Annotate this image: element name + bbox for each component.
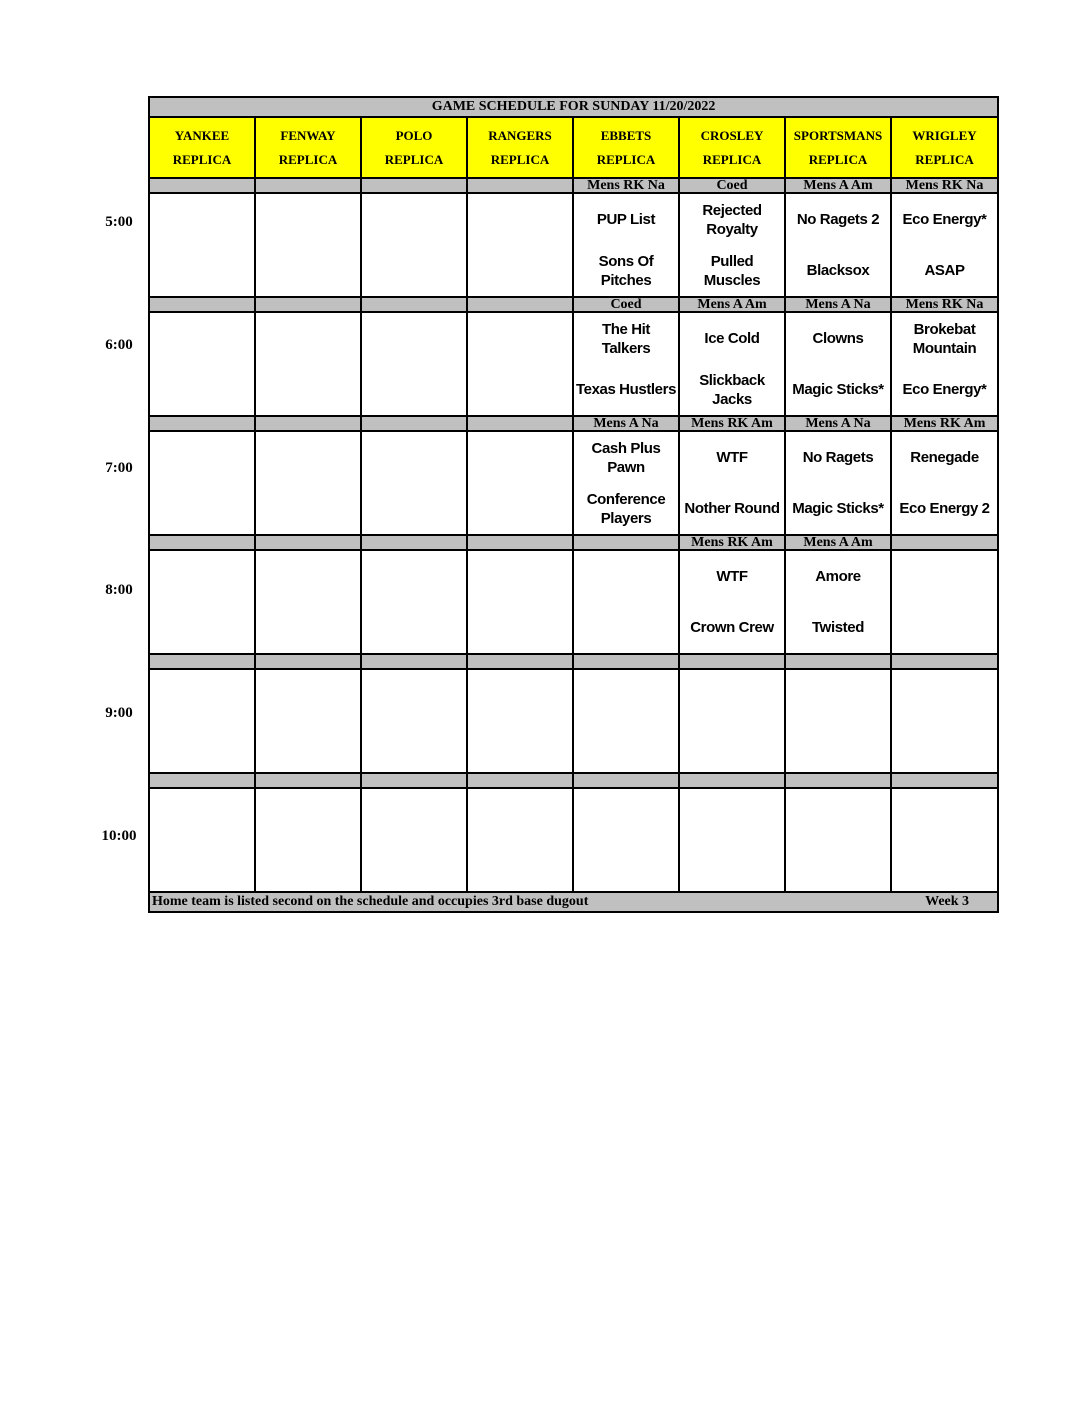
home-team: [786, 721, 890, 772]
game-cell: [573, 193, 679, 297]
away-team: [680, 670, 784, 721]
footer-row: [149, 892, 998, 912]
game-cell: [785, 431, 891, 535]
away-team: [468, 194, 572, 245]
game-cell: [149, 788, 255, 892]
away-team: [362, 432, 466, 483]
away-team: The Hit Talkers: [601, 320, 651, 357]
away-team: [256, 670, 360, 721]
away-team: [256, 789, 360, 840]
field-name: EBBETS: [600, 127, 652, 143]
home-team: Magic Sticks*: [792, 381, 884, 398]
game-cell: [679, 312, 785, 416]
division-label: [679, 654, 785, 669]
home-team: [150, 840, 254, 891]
footer-note: Home team is listed second on the schedule and occupies 3rd base dugout: [152, 894, 589, 909]
game-cell: [255, 550, 361, 654]
division-label: Coed: [679, 178, 785, 193]
away-team: Eco Energy*: [902, 211, 987, 228]
game-cell: [573, 312, 679, 416]
game-cell: [679, 193, 785, 297]
division-label: [891, 535, 998, 550]
time-label: 6:00: [105, 337, 133, 353]
away-team: PUP List: [596, 211, 656, 228]
game-cell: [891, 788, 998, 892]
division-row: [149, 773, 998, 788]
game-cell: [467, 193, 573, 297]
game-cell: [361, 669, 467, 773]
field-name: CROSLEY: [700, 127, 764, 143]
home-team: Crown Crew: [690, 619, 774, 636]
game-cell: [255, 431, 361, 535]
home-team: [468, 245, 572, 296]
away-team: [680, 789, 784, 840]
game-cell: [255, 788, 361, 892]
division-label: [361, 178, 467, 193]
away-team: [256, 313, 360, 364]
home-team: [362, 483, 466, 534]
away-team: [786, 789, 890, 840]
away-team: Clowns: [812, 330, 864, 347]
home-team: Pulled Muscles: [703, 252, 761, 289]
away-team: [574, 551, 678, 602]
away-team: [892, 670, 997, 721]
division-label: [361, 654, 467, 669]
away-team: No Ragets 2: [796, 211, 880, 228]
field-name: YANKEE: [174, 127, 230, 143]
away-team: [362, 313, 466, 364]
game-cell: [149, 431, 255, 535]
home-team: [362, 721, 466, 772]
game-cell: [785, 193, 891, 297]
division-label: [255, 416, 361, 431]
division-label: [467, 773, 573, 788]
division-label: [467, 297, 573, 312]
game-cell: [255, 312, 361, 416]
division-label: Mens A Na: [785, 297, 891, 312]
game-cell: [573, 669, 679, 773]
away-team: [150, 551, 254, 602]
division-label: [573, 535, 679, 550]
field-name: SPORTSMANS: [793, 127, 883, 143]
away-team: [256, 432, 360, 483]
home-team: [574, 721, 678, 772]
division-label: [149, 773, 255, 788]
division-label: [785, 773, 891, 788]
home-team: ASAP: [924, 262, 965, 279]
division-label: [255, 535, 361, 550]
game-row: [149, 669, 998, 773]
field-name: RANGERS: [488, 127, 552, 143]
game-cell: [891, 312, 998, 416]
away-team: [256, 551, 360, 602]
away-team: WTF: [716, 449, 748, 466]
field-name: POLO: [395, 127, 433, 143]
home-team: Eco Energy 2: [899, 500, 990, 517]
field-header: [255, 117, 361, 178]
home-team: [150, 245, 254, 296]
field-header: [785, 117, 891, 178]
game-cell: [149, 669, 255, 773]
division-label: [573, 773, 679, 788]
game-cell: [361, 193, 467, 297]
division-row: [149, 535, 998, 550]
home-team: [468, 721, 572, 772]
home-team: [574, 602, 678, 653]
home-team: [256, 483, 360, 534]
away-team: [574, 670, 678, 721]
home-team: Eco Energy*: [902, 381, 987, 398]
schedule-table: [148, 96, 999, 913]
game-cell: [573, 788, 679, 892]
game-cell: [573, 550, 679, 654]
game-row: [149, 431, 998, 535]
division-label: Mens A Am: [679, 297, 785, 312]
game-row: [149, 312, 998, 416]
field-subtitle: REPLICA: [702, 151, 762, 167]
away-team: [468, 551, 572, 602]
division-label: [785, 654, 891, 669]
week-label: Week 3: [925, 894, 970, 909]
footer-cell: [149, 892, 998, 912]
field-subtitle: REPLICA: [490, 151, 550, 167]
home-team: Nother Round: [684, 500, 780, 517]
field-header: [891, 117, 998, 178]
home-team: [468, 364, 572, 415]
game-cell: [467, 550, 573, 654]
division-label: Mens A Na: [785, 416, 891, 431]
home-team: [892, 602, 997, 653]
away-team: Ice Cold: [704, 330, 760, 347]
division-label: [149, 535, 255, 550]
home-team: [150, 364, 254, 415]
game-cell: [255, 193, 361, 297]
away-team: [786, 670, 890, 721]
away-team: [150, 670, 254, 721]
away-team: [150, 313, 254, 364]
division-label: [467, 416, 573, 431]
game-cell: [467, 431, 573, 535]
game-cell: [149, 193, 255, 297]
game-cell: [785, 788, 891, 892]
division-label: [361, 416, 467, 431]
home-team: [256, 721, 360, 772]
away-team: Renegade: [910, 449, 979, 466]
home-team: [468, 602, 572, 653]
home-team: Slickback Jacks: [699, 371, 765, 408]
division-label: [679, 773, 785, 788]
field-subtitle: REPLICA: [808, 151, 868, 167]
game-cell: [361, 550, 467, 654]
away-team: [150, 432, 254, 483]
game-cell: [891, 431, 998, 535]
game-cell: [785, 669, 891, 773]
away-team: Rejected Royalty: [702, 201, 762, 238]
division-label: Mens A Am: [785, 178, 891, 193]
division-label: [255, 654, 361, 669]
game-cell: [785, 550, 891, 654]
game-cell: [785, 312, 891, 416]
division-label: Coed: [573, 297, 679, 312]
home-team: [468, 483, 572, 534]
field-subtitle: REPLICA: [915, 151, 974, 167]
division-label: [467, 535, 573, 550]
field-subtitle: REPLICA: [172, 151, 232, 167]
field-subtitle: REPLICA: [596, 151, 656, 167]
game-cell: [679, 788, 785, 892]
field-subtitle: REPLICA: [278, 151, 338, 167]
away-team: [362, 670, 466, 721]
home-team: Sons Of Pitches: [598, 252, 654, 289]
game-cell: [361, 788, 467, 892]
division-row: [149, 297, 998, 312]
game-cell: [891, 669, 998, 773]
field-header-row: [149, 117, 998, 178]
away-team: [468, 670, 572, 721]
away-team: [468, 432, 572, 483]
home-team: [150, 721, 254, 772]
schedule-title: GAME SCHEDULE FOR SUNDAY 11/20/2022: [149, 97, 998, 117]
away-team: [150, 789, 254, 840]
away-team: No Ragets: [802, 449, 874, 466]
field-header: [679, 117, 785, 178]
division-label: Mens RK Na: [891, 178, 998, 193]
away-team: [362, 194, 466, 245]
home-team: [362, 840, 466, 891]
division-label: [361, 297, 467, 312]
game-cell: [467, 312, 573, 416]
division-label: [467, 654, 573, 669]
division-label: [255, 297, 361, 312]
time-label: 10:00: [101, 828, 137, 844]
away-team: [574, 789, 678, 840]
home-team: Magic Sticks*: [792, 500, 884, 517]
home-team: Texas Hustlers: [576, 381, 677, 398]
home-team: [256, 245, 360, 296]
away-team: Cash Plus Pawn: [591, 439, 661, 476]
division-row: [149, 654, 998, 669]
away-team: [468, 313, 572, 364]
home-team: [892, 840, 997, 891]
division-label: Mens A Na: [573, 416, 679, 431]
game-cell: [891, 193, 998, 297]
game-row: [149, 193, 998, 297]
division-label: [255, 178, 361, 193]
game-cell: [467, 788, 573, 892]
division-row: [149, 178, 998, 193]
home-team: [680, 840, 784, 891]
game-cell: [679, 669, 785, 773]
field-name: FENWAY: [280, 127, 336, 143]
division-label: [361, 773, 467, 788]
home-team: [680, 721, 784, 772]
game-cell: [891, 550, 998, 654]
game-cell: [679, 431, 785, 535]
division-label: Mens RK Am: [891, 416, 998, 431]
home-team: [150, 602, 254, 653]
away-team: Amore: [815, 568, 861, 585]
away-team: [468, 789, 572, 840]
home-team: [786, 840, 890, 891]
home-team: [256, 602, 360, 653]
away-team: [362, 789, 466, 840]
game-cell: [467, 669, 573, 773]
division-label: [255, 773, 361, 788]
home-team: Twisted: [812, 619, 864, 636]
home-team: [362, 602, 466, 653]
time-label: 8:00: [105, 582, 133, 598]
away-team: [892, 551, 997, 602]
division-label: [149, 416, 255, 431]
away-team: [892, 789, 997, 840]
game-cell: [149, 312, 255, 416]
division-label: [891, 773, 998, 788]
home-team: [362, 364, 466, 415]
division-label: Mens RK Na: [573, 178, 679, 193]
division-label: [573, 654, 679, 669]
game-cell: [361, 312, 467, 416]
division-label: Mens RK Am: [679, 416, 785, 431]
away-team: [150, 194, 254, 245]
home-team: [362, 245, 466, 296]
division-label: [467, 178, 573, 193]
division-label: [149, 654, 255, 669]
away-team: [362, 551, 466, 602]
division-label: Mens RK Am: [679, 535, 785, 550]
home-team: [892, 721, 997, 772]
game-cell: [679, 550, 785, 654]
away-team: [256, 194, 360, 245]
time-label: 9:00: [105, 705, 133, 721]
time-label: 7:00: [105, 460, 133, 476]
division-label: Mens A Am: [785, 535, 891, 550]
field-header: [149, 117, 255, 178]
home-team: [150, 483, 254, 534]
division-label: [149, 297, 255, 312]
home-team: [468, 840, 572, 891]
division-label: [361, 535, 467, 550]
field-header: [467, 117, 573, 178]
division-label: [891, 654, 998, 669]
game-row: [149, 788, 998, 892]
division-label: Mens RK Na: [891, 297, 998, 312]
away-team: WTF: [716, 568, 748, 585]
home-team: [256, 364, 360, 415]
division-label: [149, 178, 255, 193]
game-row: [149, 550, 998, 654]
field-name: WRIGLEY: [912, 127, 977, 143]
field-subtitle: REPLICA: [384, 151, 444, 167]
field-header: [573, 117, 679, 178]
away-team: Brokebat Mountain: [912, 320, 977, 357]
division-row: [149, 416, 998, 431]
home-team: Conference Players: [586, 490, 666, 527]
game-cell: [149, 550, 255, 654]
game-cell: [573, 431, 679, 535]
game-cell: [361, 431, 467, 535]
home-team: [574, 840, 678, 891]
home-team: Blacksox: [806, 262, 870, 279]
time-label: 5:00: [105, 214, 133, 230]
home-team: [256, 840, 360, 891]
field-header: [361, 117, 467, 178]
game-cell: [255, 669, 361, 773]
